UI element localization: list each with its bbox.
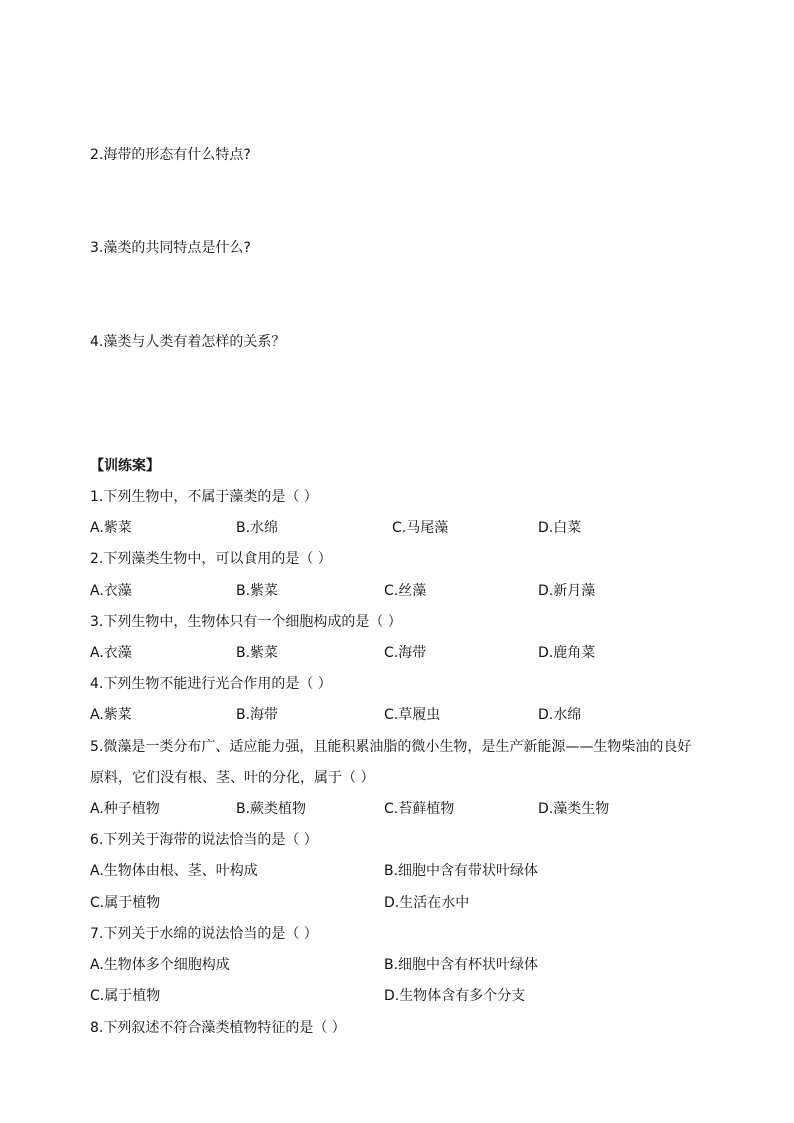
q2-stem: 2.下列藻类生物中，可以食用的是（ ）: [90, 551, 332, 567]
training-heading: 【训练案】: [90, 458, 160, 474]
q6-option-b: B.细胞中含有带状叶绿体: [384, 863, 539, 879]
q7-option-b: B.细胞中含有杯状叶绿体: [384, 957, 539, 973]
q3-option-d: D.鹿角菜: [538, 645, 596, 661]
q6-option-d: D.生活在水中: [384, 895, 470, 911]
q4-stem: 4.下列生物不能进行光合作用的是（ ）: [90, 676, 332, 692]
q4-option-d: D.水绵: [538, 707, 582, 723]
q7-option-a: A.生物体多个细胞构成: [90, 957, 230, 973]
question-4-relationship: 4.藻类与人类有着怎样的关系？: [90, 334, 286, 350]
q5-option-b: B.蕨类植物: [236, 801, 307, 817]
question-2-form-of-kelp: 2.海带的形态有什么特点?: [90, 147, 251, 163]
q8-stem: 8.下列叙述不符合藻类植物特征的是（ ）: [90, 1020, 346, 1036]
q6-stem: 6.下列关于海带的说法恰当的是（ ）: [90, 832, 318, 848]
q4-option-c: C.草履虫: [384, 707, 441, 723]
q5-option-d: D.藻类生物: [538, 801, 610, 817]
q2-option-c: C.丝藻: [384, 583, 427, 599]
q3-option-a: A.衣藻: [90, 645, 132, 661]
q1-option-b: B.水绵: [236, 520, 279, 536]
q4-option-b: B.海带: [236, 707, 279, 723]
q3-option-c: C.海带: [384, 645, 427, 661]
q5-option-a: A.种子植物: [90, 801, 160, 817]
q5-stem-line-2: 原料，它们没有根、茎、叶的分化，属于（ ）: [90, 770, 375, 786]
q1-option-c: C.马尾藻: [392, 520, 449, 536]
q6-option-c: C.属于植物: [90, 895, 161, 911]
question-3-common-features: 3.藻类的共同特点是什么?: [90, 240, 251, 256]
q1-option-a: A.紫菜: [90, 520, 132, 536]
q3-stem: 3.下列生物中，生物体只有一个细胞构成的是（ ）: [90, 614, 402, 630]
q2-option-b: B.紫菜: [236, 583, 279, 599]
q5-stem-line-1: 5.微藻是一类分布广、适应能力强，且能积累油脂的微小生物，是生产新能源——生物柴油的良好: [90, 739, 692, 755]
q1-option-d: D.白菜: [538, 520, 582, 536]
q2-option-a: A.衣藻: [90, 583, 132, 599]
q4-option-a: A.紫菜: [90, 707, 132, 723]
q7-option-c: C.属于植物: [90, 988, 161, 1004]
q1-stem: 1.下列生物中，不属于藻类的是（ ）: [90, 489, 318, 505]
q7-option-d: D.生物体含有多个分支: [384, 988, 526, 1004]
q6-option-a: A.生物体由根、茎、叶构成: [90, 863, 258, 879]
q3-option-b: B.紫菜: [236, 645, 279, 661]
q2-option-d: D.新月藻: [538, 583, 596, 599]
q5-option-c: C.苔藓植物: [384, 801, 455, 817]
q7-stem: 7.下列关于水绵的说法恰当的是（ ）: [90, 926, 318, 942]
